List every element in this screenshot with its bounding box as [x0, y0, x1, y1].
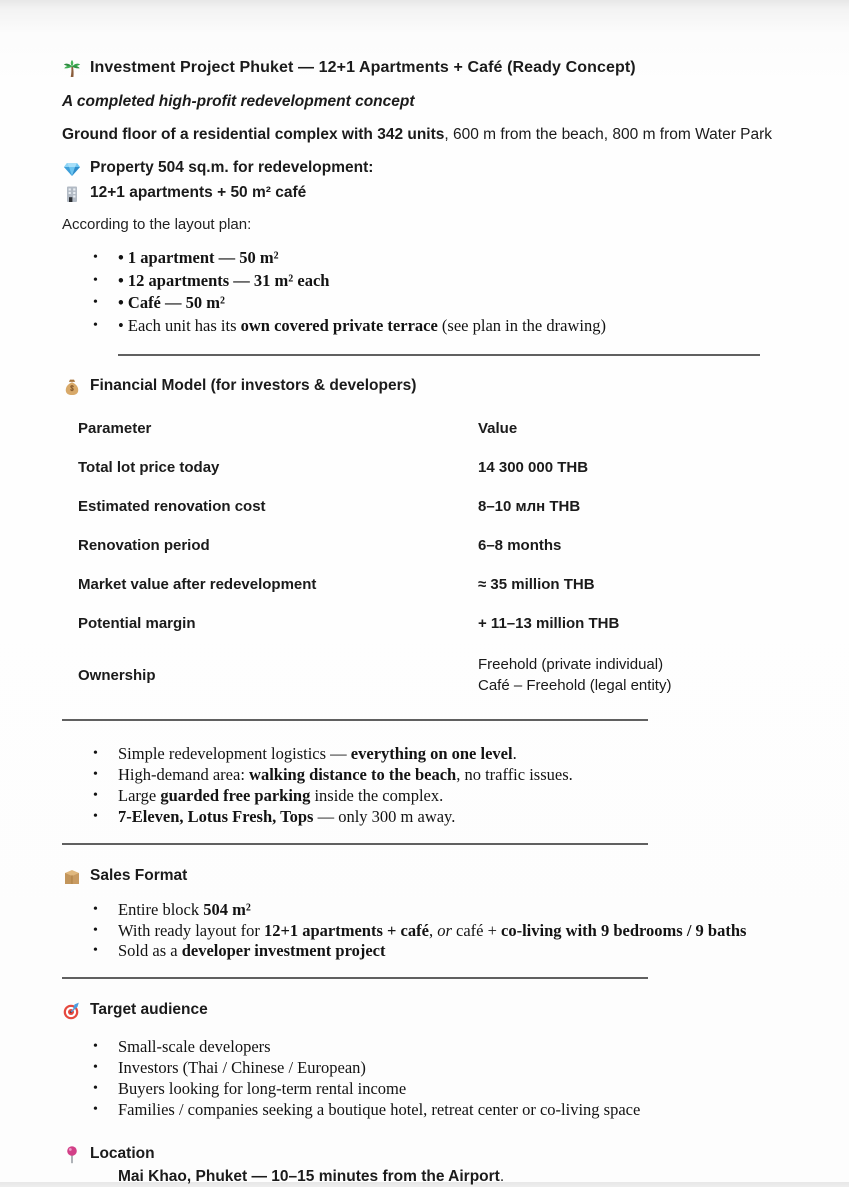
bullet-text: Entire block	[118, 900, 204, 919]
bullet-text-bold: 7-Eleven, Lotus Fresh, Tops	[118, 807, 314, 826]
list-item	[62, 270, 843, 293]
divider	[62, 843, 648, 845]
intro-rest-text: , 600 m from the beach, 800 m from Water Park	[444, 126, 773, 143]
bullet-text: Buyers looking for long-term rental income	[118, 1078, 407, 1098]
bullet-text: Small-scale developers	[118, 1036, 271, 1056]
target-icon	[62, 1001, 82, 1021]
list-item	[62, 315, 843, 338]
advantages-bullet-list	[62, 743, 843, 827]
bullet-text-bold: 12+1 apartments + café	[263, 920, 429, 940]
bullet-text: , no traffic issues.	[456, 765, 573, 784]
doc-title-row	[62, 58, 843, 78]
bullet-text-bold: guarded free parking	[160, 786, 311, 805]
round-pushpin-icon	[62, 1145, 82, 1165]
divider	[118, 354, 760, 356]
bullet-text: • Each unit has its	[118, 315, 241, 335]
location-text	[118, 1167, 843, 1187]
bullet-text: Families / companies seeking a boutique hotel, retreat center or co-living space	[118, 1099, 641, 1119]
bullet-text-bold: co-living with 9 bedrooms / 9 baths	[501, 920, 747, 940]
financial-section-heading	[62, 376, 843, 396]
table-cell-param: Potential margin	[78, 615, 196, 632]
units-line	[62, 183, 843, 203]
location-text-bold: Mai Khao, Phuket — 10–15 minutes from the Airport	[118, 1167, 500, 1185]
financial-heading-text: Financial Model (for investors & developers)	[90, 377, 417, 394]
bullet-text-bold: walking distance to the beach	[249, 765, 457, 784]
sales-section-heading	[62, 866, 843, 886]
table-cell-value	[462, 643, 843, 707]
subtitle: A completed high-profit redevelopment concept	[62, 93, 415, 110]
bullet-text: • 12 apartments — 31 m² each	[118, 270, 330, 290]
list-item	[62, 1036, 843, 1057]
divider	[62, 977, 648, 979]
list-item	[62, 941, 843, 962]
location-text-period: .	[499, 1167, 505, 1185]
table-cell-value: 14 300 000 THB	[478, 459, 589, 476]
page-title: Investment Project Phuket — 12+1 Apartments + Café (Ready Concept)	[90, 59, 636, 76]
location-heading-text: Location	[90, 1144, 155, 1162]
bullet-text: — only 300 m away.	[313, 807, 456, 826]
list-item	[62, 921, 843, 942]
list-item	[62, 1099, 843, 1120]
property-line-text: Property 504 sq.m. for redevelopment:	[90, 159, 374, 176]
bullet-text: Investors (Thai / Chinese / European)	[118, 1057, 366, 1077]
money-bag-icon	[62, 377, 82, 397]
list-item	[62, 743, 843, 764]
sales-heading-text: Sales Format	[90, 867, 188, 884]
table-cell-value: + 11–13 million THB	[478, 615, 620, 632]
table-cell-param: Ownership	[78, 666, 156, 684]
table-cell-value: ≈ 35 million THB	[478, 576, 595, 593]
ownership-value-line1: Freehold (private individual)	[478, 656, 664, 673]
layout-bullet-list	[62, 247, 843, 337]
list-item	[62, 764, 843, 785]
bullet-text-bold: everything on one level	[350, 744, 513, 763]
bullet-text: inside the complex.	[310, 786, 444, 805]
bullet-text: Sold as a	[118, 941, 182, 960]
bullet-text: • Café — 50 m²	[118, 293, 225, 312]
intro-line	[62, 125, 843, 145]
table-cell-param: Estimated renovation cost	[78, 498, 266, 515]
list-item	[62, 1078, 843, 1099]
units-line-text: 12+1 apartments + 50 m² café	[90, 184, 307, 201]
list-item	[62, 806, 843, 827]
divider	[62, 719, 648, 721]
audience-section-heading	[62, 1000, 843, 1020]
bullet-text: café +	[451, 920, 502, 940]
audience-bullet-list	[62, 1036, 843, 1120]
bullet-text: High-demand area:	[118, 765, 250, 784]
bullet-text: Simple redevelopment logistics —	[118, 744, 351, 763]
table-cell-value: 8–10 млн THB	[478, 498, 581, 515]
bullet-text: ,	[428, 920, 438, 940]
table-cell-param: Total lot price today	[78, 459, 220, 476]
bullet-text-italic: or	[437, 920, 452, 940]
ownership-value-line2: Café – Freehold (legal entity)	[478, 677, 672, 694]
bullet-text: Large	[118, 786, 161, 805]
bullet-text-bold: own covered private terrace	[240, 315, 438, 335]
bullet-text: .	[512, 744, 517, 763]
package-icon	[62, 867, 82, 887]
list-item	[62, 292, 843, 315]
gem-icon	[62, 159, 82, 179]
list-item	[62, 1057, 843, 1078]
intro-bold-text: Ground floor of a residential complex with 342 units	[62, 126, 445, 143]
table-header-value: Value	[478, 420, 518, 437]
bullet-text: (see plan in the drawing)	[437, 315, 606, 335]
bullet-text: With ready layout for	[118, 920, 264, 940]
list-item	[62, 247, 843, 270]
bullet-text-bold: 504 m²	[203, 900, 251, 919]
bullet-text-bold: developer investment project	[181, 941, 386, 960]
audience-heading-text: Target audience	[90, 1000, 208, 1018]
location-section-heading	[62, 1144, 843, 1164]
table-cell-value: 6–8 months	[478, 537, 562, 554]
property-line	[62, 158, 843, 178]
table-header-parameter: Parameter	[78, 420, 152, 437]
list-item	[62, 900, 843, 921]
layout-intro: According to the layout plan:	[62, 216, 252, 233]
sales-bullet-list	[62, 900, 843, 962]
bullet-text: • 1 apartment — 50 m²	[118, 248, 279, 267]
palm-tree-icon	[62, 59, 82, 79]
financial-table	[62, 409, 843, 707]
office-building-icon	[62, 184, 82, 204]
table-cell-param: Market value after redevelopment	[78, 576, 317, 593]
list-item	[62, 785, 843, 806]
table-cell-param: Renovation period	[78, 537, 210, 554]
